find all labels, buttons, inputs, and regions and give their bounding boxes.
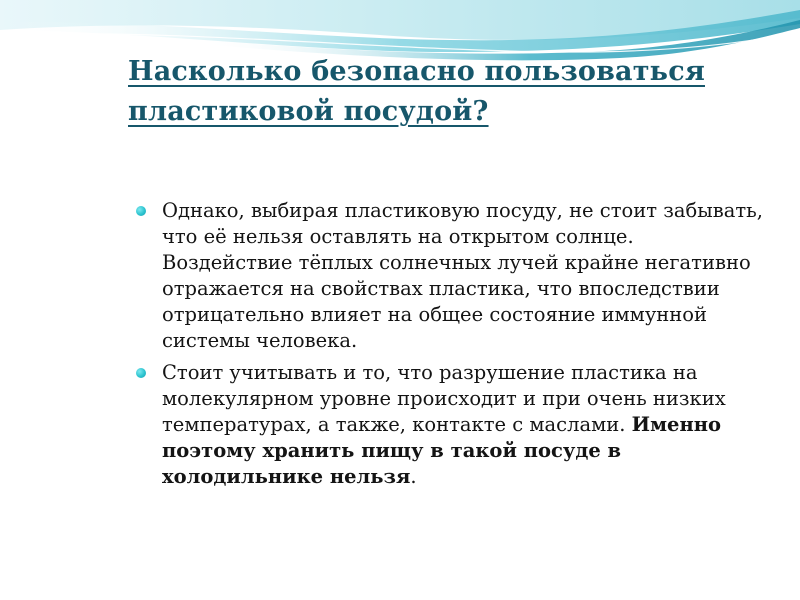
bullet-text-2: Стоит учитывать и то, что разрушение пластика на молекулярном уровне происходит и при очень низких температурах, а также, контакте с маслами. (162, 361, 726, 436)
bullet-item-1 (130, 198, 770, 354)
bullet-item-2 (130, 360, 770, 490)
bullet-text-2-end: . (410, 465, 417, 488)
bullet-list (130, 198, 770, 496)
bullet-circle-icon (136, 368, 146, 378)
bullet-circle-icon (136, 206, 146, 216)
slide-title: Насколько безопасно пользоваться пластиковой посудой? (128, 56, 705, 127)
bullet-text-2-emphasis: Именно поэтому хранить пищу в такой посуде в холодильнике нельзя (162, 413, 721, 488)
bullet-text-1: Однако, выбирая пластиковую посуду, не стоит забывать, что её нельзя оставлять на открытом солнце. Воздействие тёплых солнечных лучей крайне негативно отражается на свойствах пластика, что впоследствии отрицательно влияет на общее состояние иммунной системы человека. (162, 199, 763, 352)
